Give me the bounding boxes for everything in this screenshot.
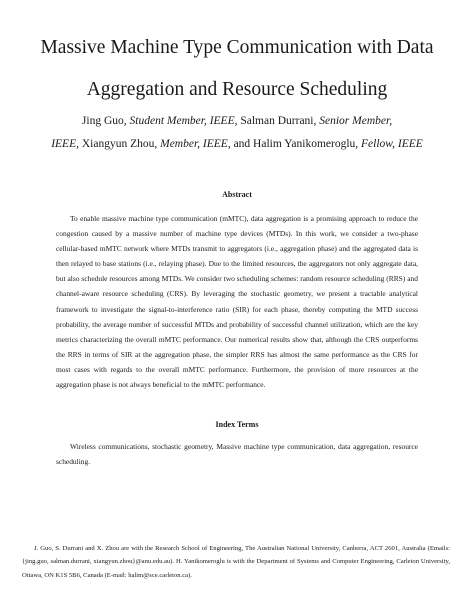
index-terms-heading: Index Terms (215, 420, 259, 429)
author-segment: Jing Guo, (81, 115, 130, 127)
author-segment: IEEE (51, 138, 77, 150)
author-segment: , Xiangyun Zhou, (76, 138, 161, 150)
author-segment: Member, IEEE (160, 138, 228, 150)
index-terms-paragraph: Wireless communications, stochastic geometry, Massive machine type communication, data aggregation, resource scheduling. (56, 442, 418, 467)
paper-title-line-1: Massive Machine Type Communication with Data (40, 37, 434, 58)
author-affiliation-footnote (22, 542, 450, 582)
abstract-heading: Abstract (222, 190, 252, 199)
author-segment: Student Member, IEEE (129, 115, 235, 127)
index-terms-body (56, 439, 418, 469)
author-segment: Fellow, IEEE (361, 138, 423, 150)
abstract-body (56, 211, 418, 392)
author-segment: , Salman Durrani, (234, 115, 320, 127)
author-segment: Senior Member, (319, 115, 393, 127)
footnote-paragraph: J. Guo, S. Durrani and X. Zhou are with the Research School of Engineering, The Australian National University, Canberra, ACT 2601, Australia (Emails: {jing.guo, salman.durrani, xiangyun.zhou}@anu.edu.au). H. Yanikomeroglu is with the Department of Systems and Computer Engineering, Carleton University, Ottawa, ON K1S 5B6, Canada (E-mail: halim@sce.carleton.ca). (22, 545, 450, 579)
author-segment: , and Halim Yanikomeroglu, (227, 138, 362, 150)
authors-line-1 (20, 116, 454, 128)
authors-line-2 (20, 139, 454, 151)
abstract-paragraph: To enable massive machine type communication (mMTC), data aggregation is a promising approach to reduce the congestion caused by a massive number of machine type devices (MTDs). In this work, we consider a two-phase cellular-based mMTC network where MTDs transmit to aggregators (i.e., aggregation phase) and the aggregated data is then relayed to base stations (i.e., relaying phase). Due to the limited resources, the aggregators not only aggregate data, but also schedule resources among MTDs. We consider two scheduling schemes: random resource scheduling (RRS) and channel-aware resource scheduling (CRS). By leveraging the stochastic geometry, we present a tractable analytical framework to investigate the signal-to-interference ratio (SIR) for each phase, thereby computing the MTD success probability, the average number of successful MTDs and probability of successful channel utilization, which are the key metrics characterizing the overall mMTC performance. Our numerical results show that, although the CRS outperforms the RRS in terms of SIR at the aggregation phase, the simpler RRS has almost the same performance as the CRS for most cases with regards to the overall mMTC performance. Furthermore, the provision of more resources at the aggregation phase is not always beneficial to the mMTC performance. (56, 214, 418, 390)
paper-title-line-2: Aggregation and Resource Scheduling (86, 79, 388, 100)
